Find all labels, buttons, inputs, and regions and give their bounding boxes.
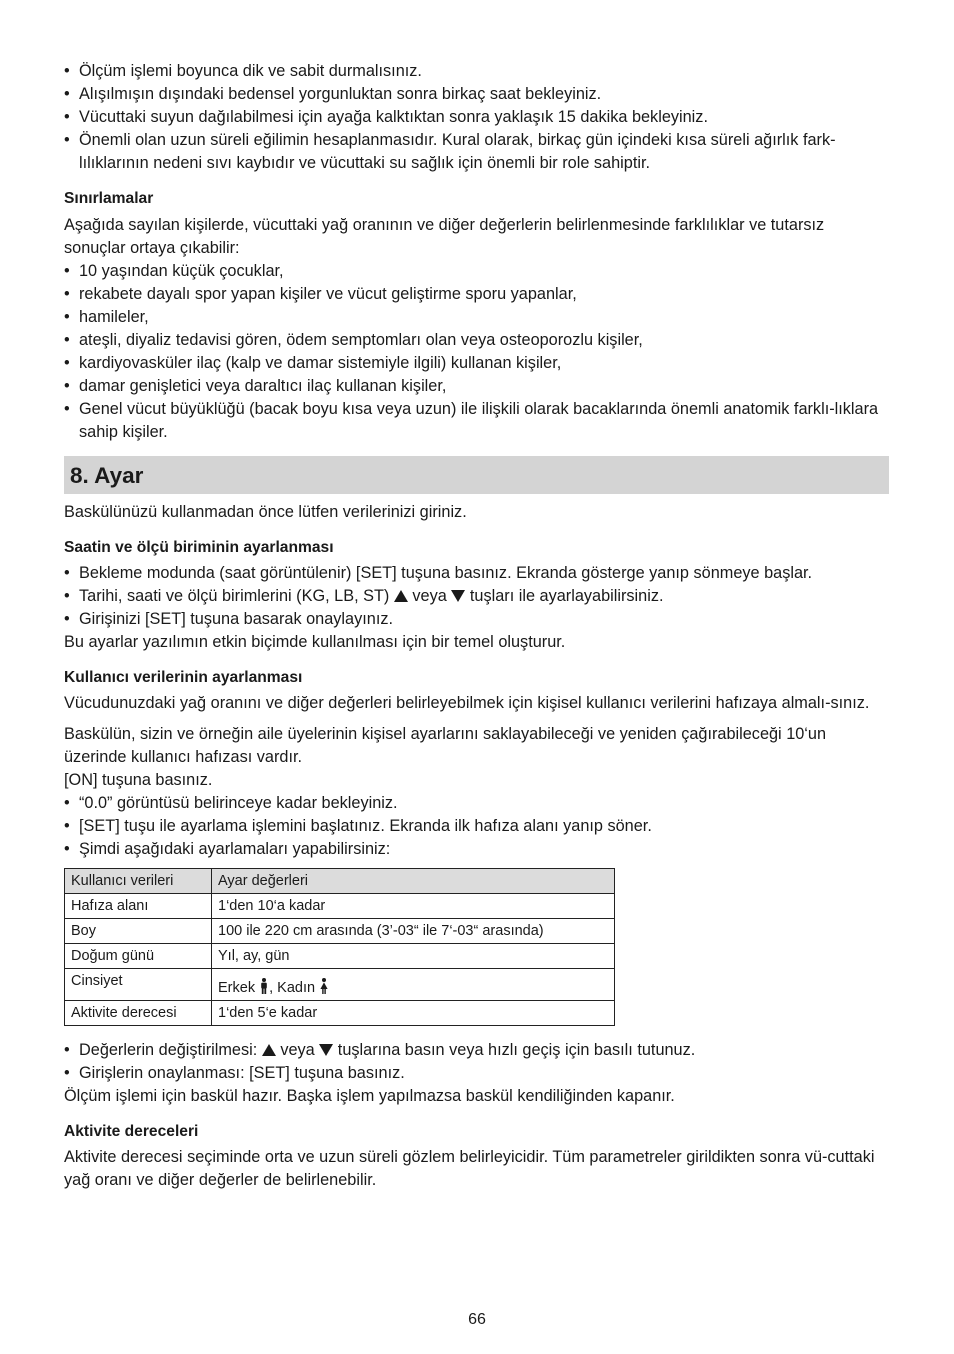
section-title: 8. Ayar xyxy=(70,462,144,488)
table-cell: 1‘den 5‘e kadar xyxy=(212,1001,615,1026)
table-row xyxy=(65,919,615,944)
list-item: • Girişinizi [SET] tuşuna basarak onaylayınız. xyxy=(64,608,889,631)
separator: , xyxy=(269,980,274,996)
list-item-text: Değerlerin değiştirilmesi: xyxy=(79,1041,258,1059)
time-units-heading: Saatin ve ölçü biriminin ayarlanması xyxy=(64,539,334,556)
limitations-list xyxy=(64,260,889,444)
table-cell: 100 ile 220 cm arasında (3’-03“ ile 7‘-03“ arasında) xyxy=(212,919,615,944)
male-person-icon xyxy=(260,978,268,994)
down-triangle-icon xyxy=(451,590,465,602)
limitations-heading: Sınırlamalar xyxy=(64,190,154,207)
list-item-text: veya xyxy=(412,587,447,605)
table-header-cell: Kullanıcı verileri xyxy=(65,869,212,894)
user-data-para2: Baskülün, sizin ve örneğin aile üyelerinin kişisel ayarlarını saklayabileceği ve yeniden çağırabileceği 10‘un üzerinde kullanıcı hafızası vardır. xyxy=(64,725,827,766)
list-item: • Bekleme modunda (saat görüntülenir) [SET] tuşuna basınız. Ekranda gösterge yanıp sönmeye başlar. xyxy=(64,562,889,585)
table-row xyxy=(65,1001,615,1026)
up-triangle-icon xyxy=(262,1044,276,1056)
user-data-list xyxy=(64,792,889,861)
list-item: • rekabete dayalı spor yapan kişiler ve vücut geliştirme sporu yapanlar, xyxy=(64,283,889,306)
table-header-row xyxy=(65,869,615,894)
table-cell: Cinsiyet xyxy=(65,969,212,1001)
intro-bullet-list xyxy=(64,60,889,175)
table-cell: Boy xyxy=(65,919,212,944)
list-item: • Girişlerin onaylanması: [SET] tuşuna basınız. xyxy=(64,1062,889,1085)
table-row xyxy=(65,969,615,1001)
user-settings-table xyxy=(64,868,615,1026)
list-item-text: tuşlarına basın veya hızlı geçiş için basılı tutunuz. xyxy=(337,1041,696,1059)
table-cell: Hafıza alanı xyxy=(65,894,212,919)
list-item: • damar genişletici veya daraltıcı ilaç kullanan kişiler, xyxy=(64,375,889,398)
list-item: • Önemli olan uzun süreli eğilimin hesaplanmasıdır. Kural olarak, birkaç gün içindeki kısa süreli ağırlık fark-lılıklarının nedeni sıvı kaybıdır ve vücuttaki su sağlık için önemli bir role sahiptir. xyxy=(64,129,889,175)
document-page xyxy=(64,60,889,1192)
user-data-para1: Vücudunuzdaki yağ oranını ve diğer değerleri belirleyebilmek için kişisel kullanıcı verilerini hafızaya almalı-sınız. xyxy=(64,694,870,712)
list-item: • 10 yaşından küçük çocuklar, xyxy=(64,260,889,283)
after-table-note: Ölçüm işlemi için baskül hazır. Başka işlem yapılmazsa baskül kendiliğinden kapanır. xyxy=(64,1087,675,1105)
list-item xyxy=(64,585,889,608)
list-item xyxy=(64,1039,889,1062)
section-intro: Baskülünüzü kullanmadan önce lütfen verilerinizi giriniz. xyxy=(64,503,467,521)
table-row xyxy=(65,894,615,919)
list-item-text: Tarihi, saati ve ölçü birimlerini (KG, LB, ST) xyxy=(79,587,390,605)
table-cell xyxy=(212,969,615,1001)
table-cell: Yıl, ay, gün xyxy=(212,944,615,969)
page-number: 66 xyxy=(468,1311,486,1328)
table-row xyxy=(65,944,615,969)
table-cell: Doğum günü xyxy=(65,944,212,969)
time-units-note: Bu ayarlar yazılımın etkin biçimde kullanılması için bir temel oluşturur. xyxy=(64,633,566,651)
table-cell: 1‘den 10‘a kadar xyxy=(212,894,615,919)
activity-text: Aktivite derecesi seçiminde orta ve uzun süreli gözlem belirleyicidir. Tüm parametreler girildikten sonra vü-cuttaki yağ oranı ve diğer değerler de belirlenebilir. xyxy=(64,1148,875,1189)
list-item: • [SET] tuşu ile ayarlama işlemini başlatınız. Ekranda ilk hafıza alanı yanıp söner. xyxy=(64,815,889,838)
table-header-cell: Ayar değerleri xyxy=(212,869,615,894)
table-cell: Aktivite derecesi xyxy=(65,1001,212,1026)
list-item: • Vücuttaki suyun dağılabilmesi için ayağa kalktıktan sonra yaklaşık 15 dakika bekleyiniz. xyxy=(64,106,889,129)
list-item: • ateşli, diyaliz tedavisi gören, ödem semptomları olan veya osteoporozlu kişiler, xyxy=(64,329,889,352)
male-label: Erkek xyxy=(218,980,256,996)
list-item: • “0.0” görüntüsü belirinceye kadar bekleyiniz. xyxy=(64,792,889,815)
list-item: • Genel vücut büyüklüğü (bacak boyu kısa veya uzun) ile ilişkili olarak bacaklarında önemli anatomik farklı-lıklara sahip kişiler. xyxy=(64,398,889,444)
user-data-heading: Kullanıcı verilerinin ayarlanması xyxy=(64,669,303,686)
up-triangle-icon xyxy=(394,590,408,602)
activity-heading: Aktivite dereceleri xyxy=(64,1123,199,1140)
list-item: • kardiyovasküler ilaç (kalp ve damar sistemiyle ilgili) kullanan kişiler, xyxy=(64,352,889,375)
list-item: • Alışılmışın dışındaki bedensel yorgunluktan sonra birkaç saat bekleyiniz. xyxy=(64,83,889,106)
female-person-icon xyxy=(320,978,328,994)
list-item: • Şimdi aşağıdaki ayarlamaları yapabilirsiniz: xyxy=(64,838,889,861)
section-title-bar xyxy=(64,456,889,494)
female-label: Kadın xyxy=(277,980,316,996)
list-item-text: veya xyxy=(280,1041,315,1059)
down-triangle-icon xyxy=(319,1044,333,1056)
list-item-text: tuşları ile ayarlayabilirsiniz. xyxy=(469,587,664,605)
user-data-para3: [ON] tuşuna basınız. xyxy=(64,771,213,789)
after-table-list xyxy=(64,1039,889,1085)
limitations-intro: Aşağıda sayılan kişilerde, vücuttaki yağ oranının ve diğer değerlerin belirlenmesinde farklılıklar ve tutarsız sonuçlar ortaya çıkabilir: xyxy=(64,216,825,257)
list-item: • hamileler, xyxy=(64,306,889,329)
list-item: • Ölçüm işlemi boyunca dik ve sabit durmalısınız. xyxy=(64,60,889,83)
time-units-list xyxy=(64,562,889,631)
